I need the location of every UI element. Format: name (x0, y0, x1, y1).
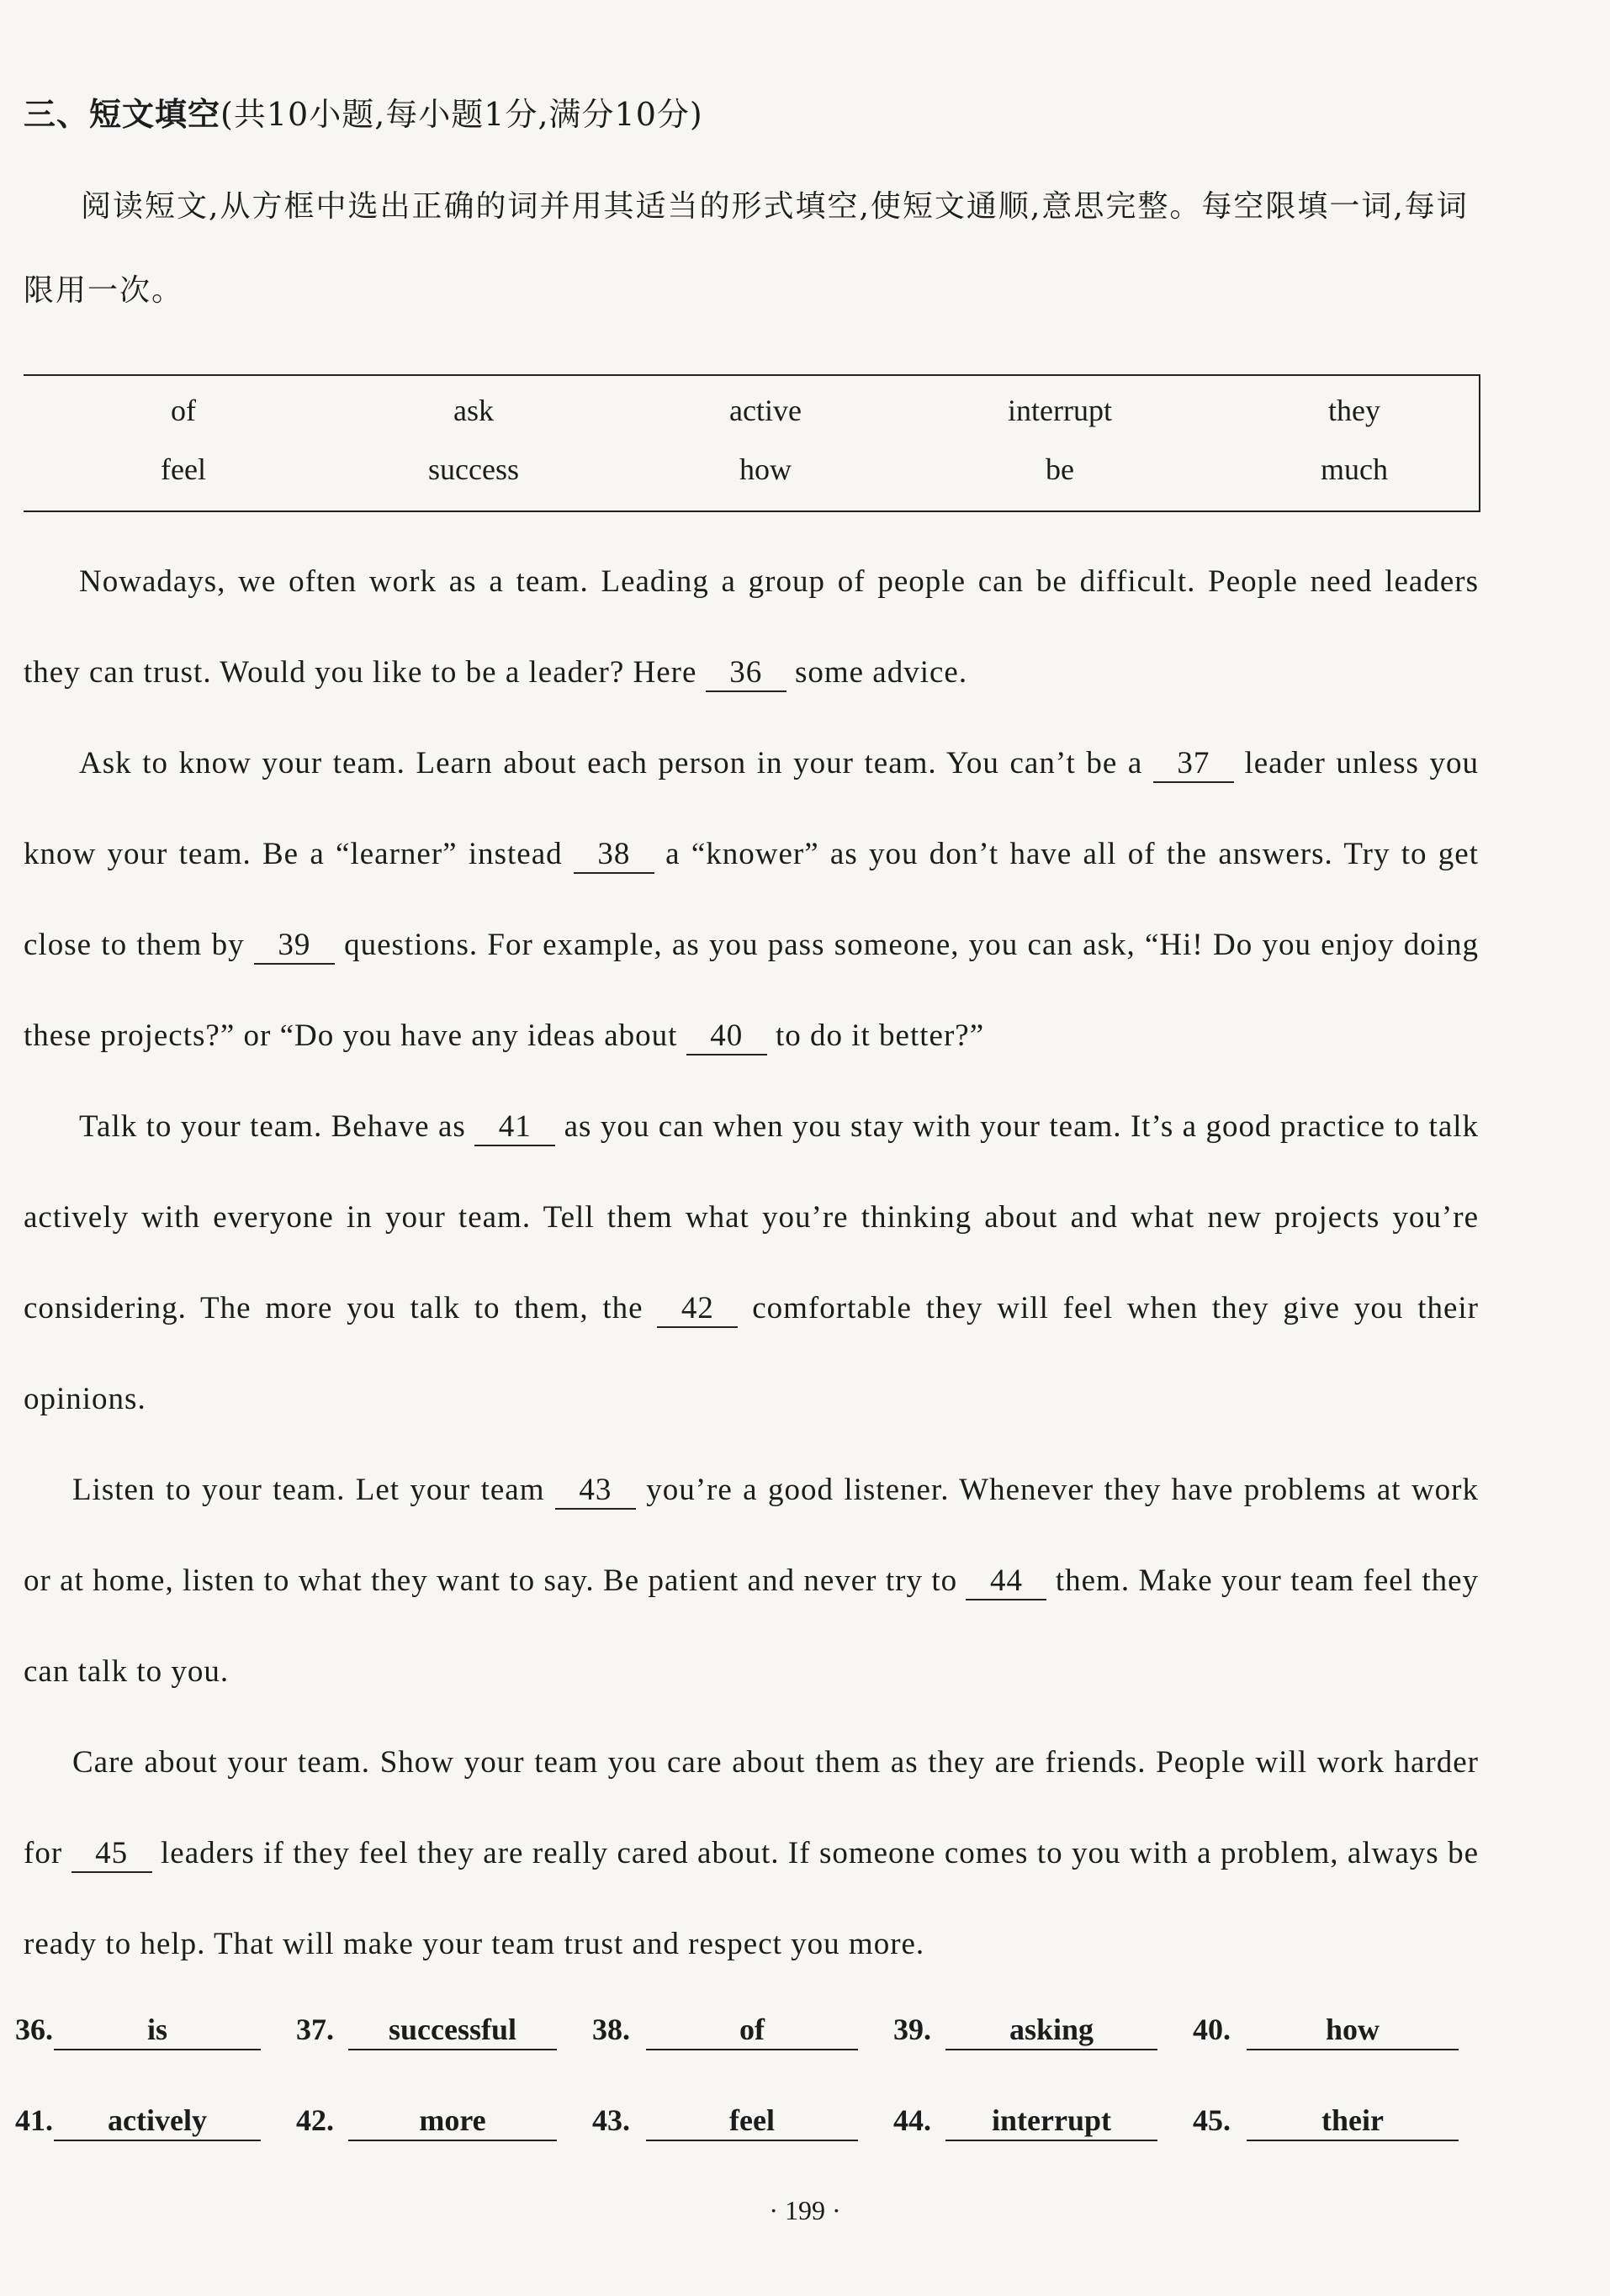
answer-value: their (1247, 2103, 1459, 2141)
passage-text: Listen to your team. Let your team (72, 1473, 545, 1507)
word-box-item: be (1046, 452, 1074, 486)
answer-number: 40. (1193, 2013, 1231, 2046)
word-box-item: ask (453, 394, 494, 427)
answer-value: how (1247, 2012, 1459, 2050)
passage-paragraph-1 (24, 537, 1479, 718)
answer-number: 38. (592, 2013, 630, 2046)
passage-text: leader unless you know your team. Be a “learner” instead (24, 746, 1480, 871)
passage-paragraph-2 (24, 718, 1479, 1082)
answer-number: 36. (15, 2013, 53, 2046)
blank-39: 39 (254, 928, 335, 965)
answer-number: 42. (296, 2103, 334, 2137)
blank-45: 45 (71, 1836, 152, 1873)
answer-value: of (646, 2012, 858, 2050)
passage-paragraph-4 (24, 1445, 1479, 1717)
passage-text: leaders if they feel they are really cared about. If someone comes to you with a problem, always be ready to help. That will make your team trust and respect you more. (24, 1836, 1480, 1961)
blank-43: 43 (555, 1473, 636, 1510)
answer-value: successful (348, 2012, 557, 2050)
word-box-item: how (739, 452, 792, 486)
passage-text: questions. For example, as you pass someone, you can ask, “Hi! Do you enjoy doing these projects?” or “Do you have any ideas about (24, 928, 1479, 1053)
word-box-item: interrupt (1008, 394, 1112, 427)
answer-value: more (348, 2103, 557, 2141)
page-number: · 199 · (769, 2195, 841, 2225)
instructions: 阅读短文,从方框中选出正确的词并用其适当的形式填空,使短文通顺,意思完整。每空限填一词,每词限用一次。 (24, 189, 1469, 308)
answer-value: asking (945, 2012, 1157, 2050)
passage-text: as you can when you stay with your team. It’s a good practice to talk actively with everyone in your team. Tell them what you’re thinking about and what new projects you’re considering. The more you talk to them, the (24, 1109, 1480, 1325)
answer-number: 37. (296, 2013, 334, 2046)
passage-text: Ask to know your team. Learn about each person in your team. You can’t be a (79, 746, 1143, 780)
passage-text: them. Make your team feel they can talk to you. (24, 1563, 1480, 1689)
word-box-item: success (428, 452, 519, 486)
answer-value: is (54, 2012, 261, 2050)
passage-paragraph-5 (24, 1717, 1479, 1990)
answer-number: 44. (893, 2103, 931, 2137)
word-box-item: active (729, 394, 802, 427)
passage-text: Care about your team. Show your team you care about them as they are friends. People will work harder for (24, 1745, 1479, 1870)
passage-text: Talk to your team. Behave as (79, 1109, 466, 1144)
word-box-item: they (1328, 394, 1380, 427)
answer-number: 45. (1193, 2103, 1231, 2137)
word-box (24, 374, 1480, 512)
answer-number: 43. (592, 2103, 630, 2137)
section-scoring-note: (共10小题,每小题1分,满分10分) (220, 96, 703, 133)
section-title: 三、短文填空 (24, 96, 221, 133)
passage-text: you’re a good listener. Whenever they have problems at work or at home, listen to what they want to say. Be patient and never try to (24, 1473, 1479, 1598)
answer-number: 39. (893, 2013, 931, 2046)
blank-41: 41 (474, 1109, 555, 1146)
blank-38: 38 (574, 837, 654, 874)
passage-paragraph-3 (24, 1082, 1479, 1445)
blank-36: 36 (706, 655, 786, 692)
passage-text: a “knower” as you don’t have all of the answers. Try to get close to them by (24, 837, 1479, 962)
word-box-item: much (1321, 452, 1388, 486)
blank-40: 40 (686, 1018, 767, 1055)
answer-value: actively (54, 2103, 261, 2141)
passage-text: to do it better?” (775, 1018, 985, 1053)
blank-42: 42 (657, 1291, 738, 1328)
blank-44: 44 (966, 1563, 1046, 1600)
section-heading (24, 88, 703, 135)
answer-value: interrupt (945, 2103, 1157, 2141)
word-box-item: feel (161, 452, 206, 486)
answer-value: feel (646, 2103, 858, 2141)
passage-text: comfortable they will feel when they give you their opinions. (24, 1291, 1480, 1416)
passage-text: Nowadays, we often work as a team. Leading a group of people can be difficult. People need leaders they can trust. Would you like to be a leader? Here (24, 564, 1479, 690)
answer-number: 41. (15, 2103, 53, 2137)
word-box-item: of (171, 394, 196, 427)
passage-text: some advice. (794, 655, 968, 690)
blank-37: 37 (1153, 746, 1234, 783)
